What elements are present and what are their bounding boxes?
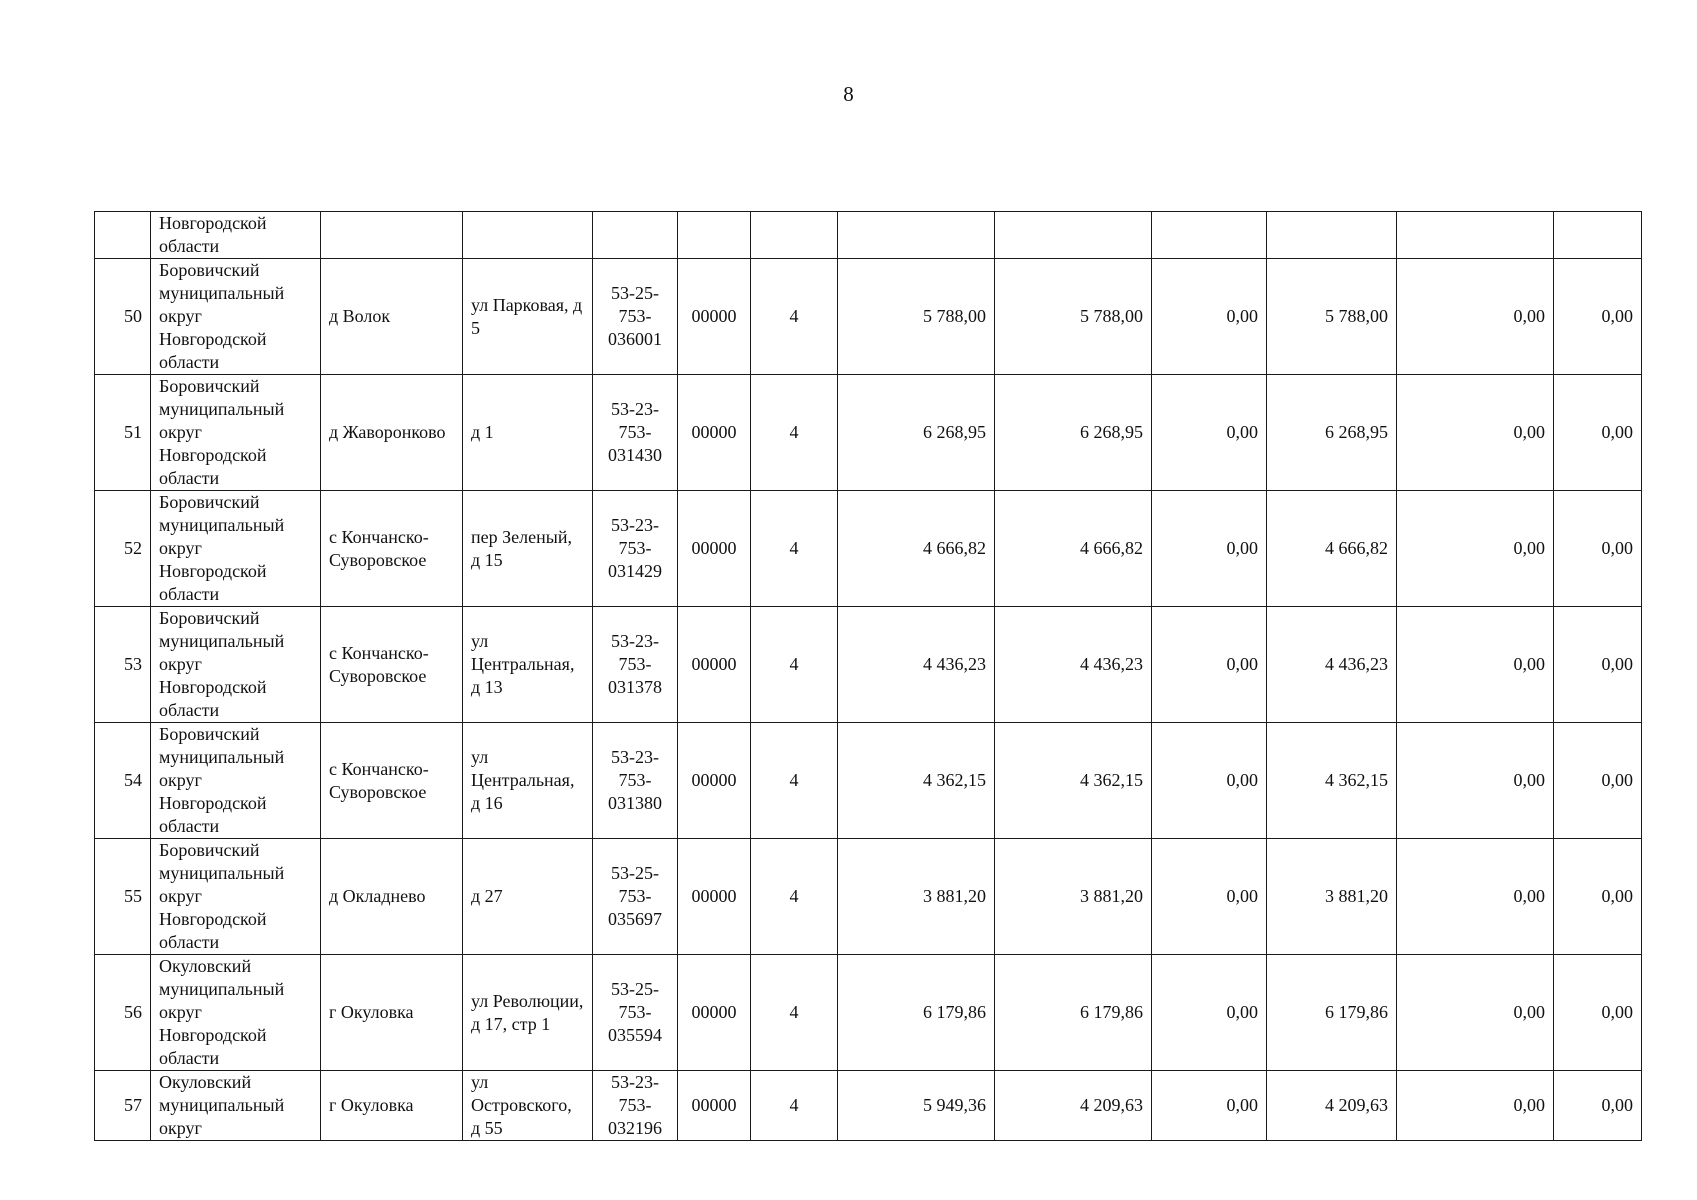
cell-value-2: 4 666,82 bbox=[995, 491, 1152, 607]
cell-count: 4 bbox=[751, 375, 838, 491]
cell-locality: д Жаворонково bbox=[321, 375, 463, 491]
cell-value-6: 0,00 bbox=[1554, 955, 1642, 1071]
cell-count: 4 bbox=[751, 723, 838, 839]
cell-sub bbox=[678, 212, 751, 259]
cell-count: 4 bbox=[751, 491, 838, 607]
cell-value-1: 4 362,15 bbox=[838, 723, 995, 839]
cell-value-3: 0,00 bbox=[1152, 259, 1267, 375]
cell-code: 53-23-753-031380 bbox=[593, 723, 678, 839]
cell-value-6: 0,00 bbox=[1554, 1071, 1642, 1141]
cell-value-4: 4 666,82 bbox=[1267, 491, 1397, 607]
cell-number bbox=[95, 212, 151, 259]
cell-locality: с Кончанско-Суворовское bbox=[321, 491, 463, 607]
cell-sub: 00000 bbox=[678, 723, 751, 839]
cell-value-2: 6 268,95 bbox=[995, 375, 1152, 491]
cell-value-3: 0,00 bbox=[1152, 723, 1267, 839]
cell-number: 50 bbox=[95, 259, 151, 375]
table-row bbox=[95, 607, 1642, 723]
table-row bbox=[95, 723, 1642, 839]
cell-value-5: 0,00 bbox=[1397, 723, 1554, 839]
cell-sub: 00000 bbox=[678, 839, 751, 955]
cell-value-4: 6 179,86 bbox=[1267, 955, 1397, 1071]
cell-value-3: 0,00 bbox=[1152, 1071, 1267, 1141]
cell-value-1 bbox=[838, 212, 995, 259]
cell-value-5: 0,00 bbox=[1397, 607, 1554, 723]
cell-value-2: 4 209,63 bbox=[995, 1071, 1152, 1141]
cell-municipality: Окуловский муниципальный округ Новгородской области bbox=[151, 955, 321, 1071]
cell-value-3: 0,00 bbox=[1152, 839, 1267, 955]
cell-value-1: 5 788,00 bbox=[838, 259, 995, 375]
cell-value-6: 0,00 bbox=[1554, 491, 1642, 607]
cell-value-2: 4 436,23 bbox=[995, 607, 1152, 723]
cell-value-1: 4 436,23 bbox=[838, 607, 995, 723]
cell-municipality: Боровичский муниципальный округ Новгородской области bbox=[151, 259, 321, 375]
cell-municipality: Боровичский муниципальный округ Новгородской области bbox=[151, 375, 321, 491]
cell-locality bbox=[321, 212, 463, 259]
table-row-carry-over bbox=[95, 212, 1642, 259]
cell-sub: 00000 bbox=[678, 375, 751, 491]
cell-value-2: 5 788,00 bbox=[995, 259, 1152, 375]
cell-count: 4 bbox=[751, 607, 838, 723]
cell-value-1: 6 268,95 bbox=[838, 375, 995, 491]
table-row bbox=[95, 375, 1642, 491]
cell-locality: д Волок bbox=[321, 259, 463, 375]
cell-value-3: 0,00 bbox=[1152, 375, 1267, 491]
cell-value-5: 0,00 bbox=[1397, 375, 1554, 491]
cell-code: 53-25-753-035594 bbox=[593, 955, 678, 1071]
cell-address: д 27 bbox=[463, 839, 593, 955]
cell-locality: г Окуловка bbox=[321, 955, 463, 1071]
cell-sub: 00000 bbox=[678, 607, 751, 723]
table-row bbox=[95, 1071, 1642, 1141]
cell-value-5: 0,00 bbox=[1397, 839, 1554, 955]
cell-code: 53-23-753-031429 bbox=[593, 491, 678, 607]
cell-value-1: 5 949,36 bbox=[838, 1071, 995, 1141]
cell-value-4: 6 268,95 bbox=[1267, 375, 1397, 491]
cell-number: 52 bbox=[95, 491, 151, 607]
cell-code: 53-23-753-031378 bbox=[593, 607, 678, 723]
cell-address bbox=[463, 212, 593, 259]
cell-code: 53-25-753-035697 bbox=[593, 839, 678, 955]
cell-value-6 bbox=[1554, 212, 1642, 259]
table-row bbox=[95, 955, 1642, 1071]
table-row bbox=[95, 491, 1642, 607]
cell-municipality: Боровичский муниципальный округ Новгородской области bbox=[151, 607, 321, 723]
cell-value-5: 0,00 bbox=[1397, 1071, 1554, 1141]
cell-value-2 bbox=[995, 212, 1152, 259]
cell-address: ул Центральная, д 13 bbox=[463, 607, 593, 723]
cell-value-6: 0,00 bbox=[1554, 723, 1642, 839]
cell-count: 4 bbox=[751, 259, 838, 375]
cell-locality: г Окуловка bbox=[321, 1071, 463, 1141]
cell-value-6: 0,00 bbox=[1554, 259, 1642, 375]
cell-value-6: 0,00 bbox=[1554, 607, 1642, 723]
cell-locality: д Окладнево bbox=[321, 839, 463, 955]
cell-value-3: 0,00 bbox=[1152, 491, 1267, 607]
cell-sub: 00000 bbox=[678, 1071, 751, 1141]
cell-value-5 bbox=[1397, 212, 1554, 259]
table-row bbox=[95, 259, 1642, 375]
cell-count: 4 bbox=[751, 1071, 838, 1141]
cell-municipality: Боровичский муниципальный округ Новгородской области bbox=[151, 491, 321, 607]
cell-value-3: 0,00 bbox=[1152, 955, 1267, 1071]
cell-value-3: 0,00 bbox=[1152, 607, 1267, 723]
cell-address: ул Парковая, д 5 bbox=[463, 259, 593, 375]
cell-value-4: 5 788,00 bbox=[1267, 259, 1397, 375]
cell-code: 53-23-753-032196 bbox=[593, 1071, 678, 1141]
cell-number: 57 bbox=[95, 1071, 151, 1141]
cell-value-3 bbox=[1152, 212, 1267, 259]
cell-municipality: Окуловский муниципальный округ bbox=[151, 1071, 321, 1141]
data-table bbox=[94, 211, 1642, 1141]
cell-value-5: 0,00 bbox=[1397, 955, 1554, 1071]
table-row bbox=[95, 839, 1642, 955]
cell-value-2: 3 881,20 bbox=[995, 839, 1152, 955]
cell-value-6: 0,00 bbox=[1554, 839, 1642, 955]
cell-value-2: 6 179,86 bbox=[995, 955, 1152, 1071]
cell-value-2: 4 362,15 bbox=[995, 723, 1152, 839]
cell-number: 51 bbox=[95, 375, 151, 491]
cell-code bbox=[593, 212, 678, 259]
cell-address: ул Островского, д 55 bbox=[463, 1071, 593, 1141]
cell-sub: 00000 bbox=[678, 955, 751, 1071]
cell-address: ул Центральная, д 16 bbox=[463, 723, 593, 839]
cell-address: ул Революции, д 17, стр 1 bbox=[463, 955, 593, 1071]
cell-locality: с Кончанско-Суворовское bbox=[321, 607, 463, 723]
cell-municipality: Новгородской области bbox=[151, 212, 321, 259]
cell-value-4: 4 362,15 bbox=[1267, 723, 1397, 839]
cell-number: 54 bbox=[95, 723, 151, 839]
cell-value-4 bbox=[1267, 212, 1397, 259]
cell-value-4: 4 436,23 bbox=[1267, 607, 1397, 723]
cell-code: 53-25-753-036001 bbox=[593, 259, 678, 375]
cell-count: 4 bbox=[751, 839, 838, 955]
cell-number: 55 bbox=[95, 839, 151, 955]
cell-value-1: 4 666,82 bbox=[838, 491, 995, 607]
cell-value-4: 4 209,63 bbox=[1267, 1071, 1397, 1141]
table-body bbox=[95, 212, 1642, 1141]
cell-value-1: 6 179,86 bbox=[838, 955, 995, 1071]
cell-locality: с Кончанско-Суворовское bbox=[321, 723, 463, 839]
cell-count: 4 bbox=[751, 955, 838, 1071]
cell-number: 53 bbox=[95, 607, 151, 723]
cell-value-1: 3 881,20 bbox=[838, 839, 995, 955]
cell-municipality: Боровичский муниципальный округ Новгородской области bbox=[151, 723, 321, 839]
cell-address: пер Зеленый, д 15 bbox=[463, 491, 593, 607]
cell-count bbox=[751, 212, 838, 259]
cell-code: 53-23-753-031430 bbox=[593, 375, 678, 491]
cell-address: д 1 bbox=[463, 375, 593, 491]
page-number: 8 bbox=[843, 82, 854, 106]
cell-number: 56 bbox=[95, 955, 151, 1071]
cell-sub: 00000 bbox=[678, 491, 751, 607]
cell-sub: 00000 bbox=[678, 259, 751, 375]
cell-value-6: 0,00 bbox=[1554, 375, 1642, 491]
cell-municipality: Боровичский муниципальный округ Новгородской области bbox=[151, 839, 321, 955]
cell-value-5: 0,00 bbox=[1397, 259, 1554, 375]
cell-value-4: 3 881,20 bbox=[1267, 839, 1397, 955]
cell-value-5: 0,00 bbox=[1397, 491, 1554, 607]
